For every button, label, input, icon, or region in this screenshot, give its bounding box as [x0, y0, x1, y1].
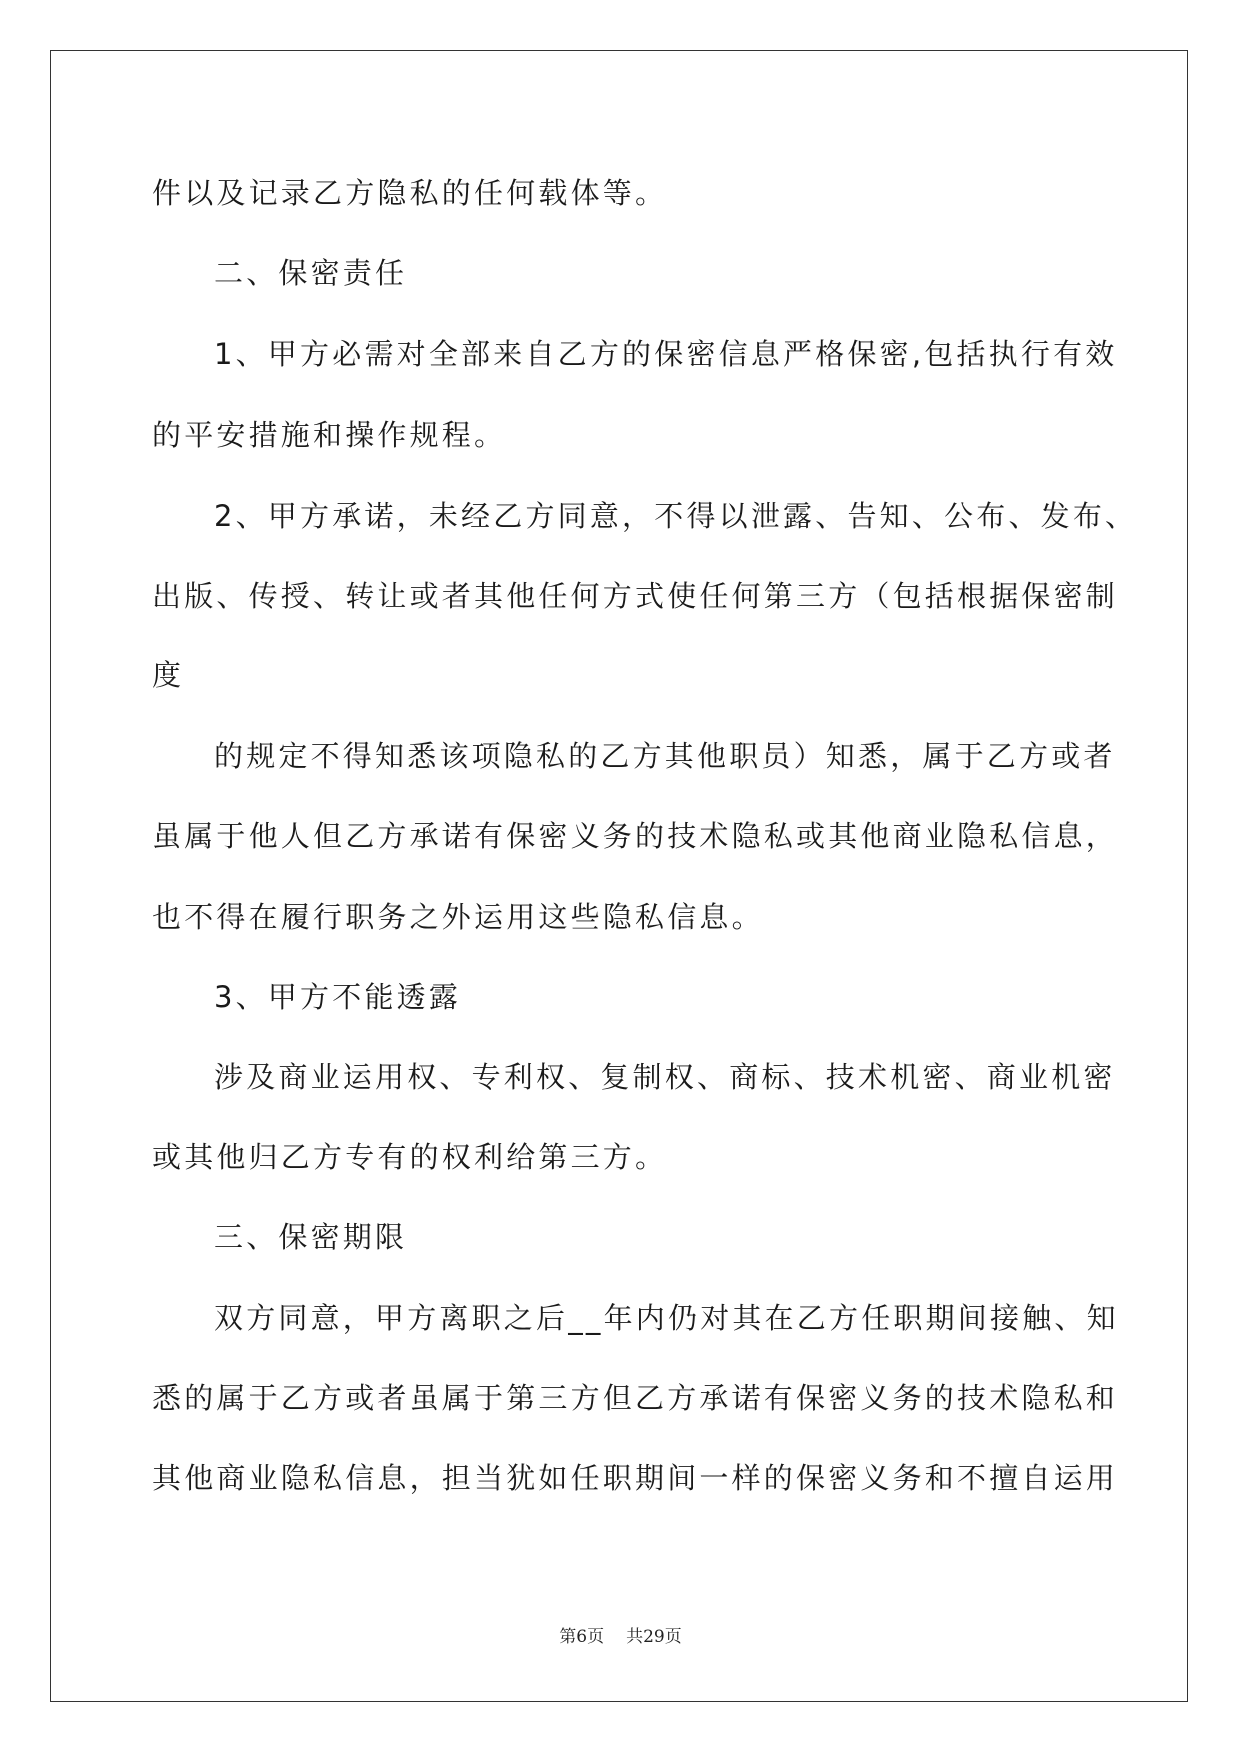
period-line-1: 双方同意，甲方离职之后__年内仍对其在乙方任职期间接触、知	[214, 1301, 1119, 1335]
clause-2-line-1: 2、甲方承诺，未经乙方同意，不得以泄露、告知、公布、发布、	[214, 499, 1138, 533]
clause-2-line-4: 的规定不得知悉该项隐私的乙方其他职员）知悉，属于乙方或者	[214, 739, 1116, 773]
body-line-1: 件以及记录乙方隐私的任何载体等。	[152, 176, 668, 210]
section-heading-confidentiality-duty: 二、保密责任	[214, 256, 408, 290]
clause-3-line-2: 涉及商业运用权、专利权、复制权、商标、技术机密、商业机密	[214, 1060, 1116, 1094]
clause-3-line-1: 3、甲方不能透露	[214, 980, 462, 1014]
page-border	[50, 50, 1188, 1702]
current-page-number: 第6页	[559, 1627, 605, 1647]
clause-2-line-3: 度	[152, 658, 185, 692]
section-heading-confidentiality-period: 三、保密期限	[214, 1220, 408, 1254]
clause-2-line-2: 出版、传授、转让或者其他任何方式使任何第三方（包括根据保密制	[152, 579, 1119, 613]
clause-1-line-2: 的平安措施和操作规程。	[152, 418, 507, 452]
total-page-count: 共29页	[626, 1627, 682, 1647]
period-line-2: 悉的属于乙方或者虽属于第三方但乙方承诺有保密义务的技术隐私和	[152, 1381, 1119, 1415]
clause-2-line-6: 也不得在履行职务之外运用这些隐私信息。	[152, 900, 764, 934]
period-line-3: 其他商业隐私信息，担当犹如任职期间一样的保密义务和不擅自运用	[152, 1461, 1119, 1495]
clause-3-line-3: 或其他归乙方专有的权利给第三方。	[152, 1140, 668, 1174]
clause-1-line-1: 1、甲方必需对全部来自乙方的保密信息严格保密,包括执行有效	[214, 337, 1118, 371]
clause-2-line-5: 虽属于他人但乙方承诺有保密义务的技术隐私或其他商业隐私信息，	[152, 819, 1119, 853]
page-footer	[0, 1622, 1241, 1647]
